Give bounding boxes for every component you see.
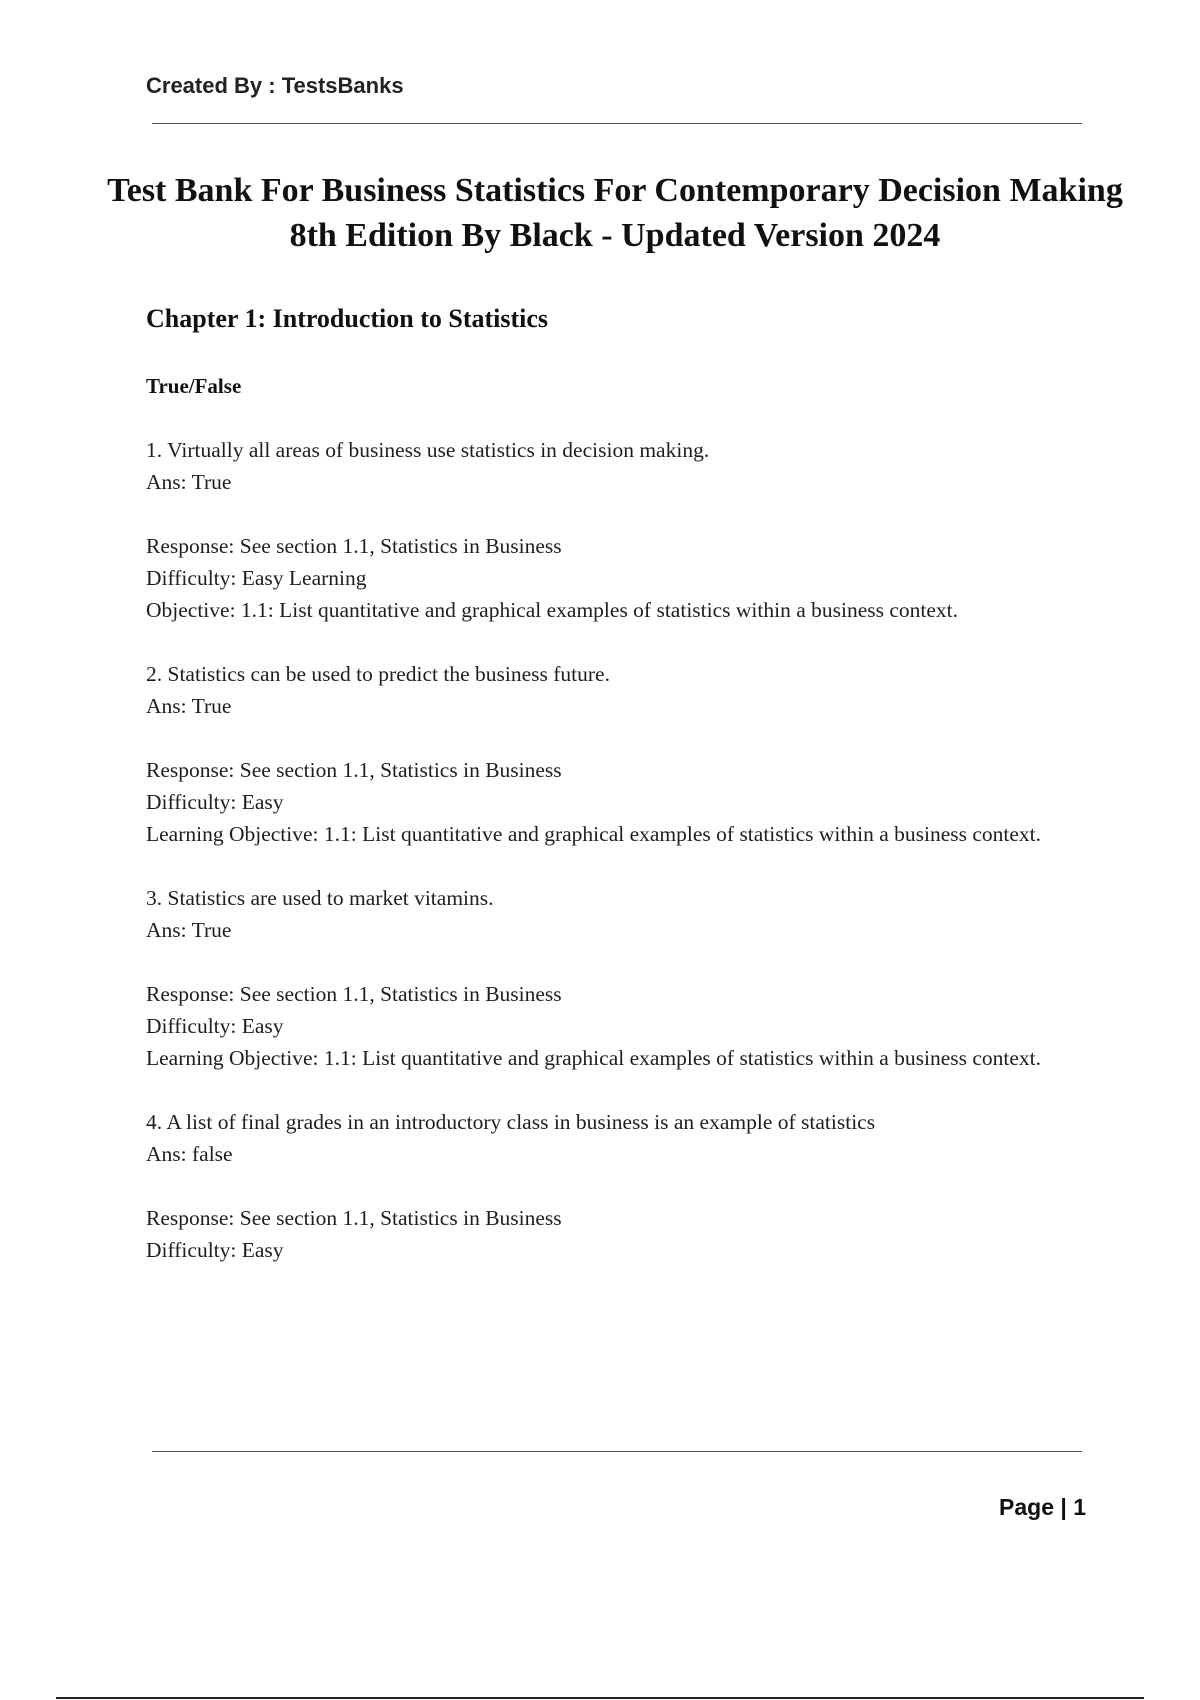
created-by-header: Created By : TestsBanks bbox=[146, 73, 404, 98]
chapter-heading: Chapter 1: Introduction to Statistics bbox=[146, 304, 549, 333]
answer-text: Ans: True bbox=[146, 918, 232, 942]
document-title: Test Bank For Business Statistics For Contemporary Decision Making 8th Edition By Black - Updated Version 2024 bbox=[107, 172, 1123, 254]
question-block-4 bbox=[146, 1106, 1086, 1266]
footer-divider bbox=[152, 1451, 1082, 1452]
question-block-3 bbox=[146, 882, 1086, 1074]
difficulty-text: Difficulty: Easy bbox=[146, 1238, 284, 1262]
difficulty-text: Difficulty: Easy bbox=[146, 1014, 284, 1038]
question-text: 4. A list of final grades in an introductory class in business is an example of statistics bbox=[146, 1110, 876, 1134]
page-edge-divider bbox=[56, 1697, 1144, 1699]
page-number: Page | 1 bbox=[999, 1494, 1086, 1520]
question-list bbox=[146, 434, 1086, 1266]
objective-text: Objective: 1.1: List quantitative and graphical examples of statistics within a business context. bbox=[146, 598, 959, 622]
answer-text: Ans: True bbox=[146, 470, 232, 494]
question-text: 2. Statistics can be used to predict the business future. bbox=[146, 662, 610, 686]
section-heading: True/False bbox=[146, 374, 242, 398]
objective-text: Learning Objective: 1.1: List quantitative and graphical examples of statistics within a business context. bbox=[146, 1046, 1042, 1070]
response-text: Response: See section 1.1, Statistics in Business bbox=[146, 758, 562, 782]
response-text: Response: See section 1.1, Statistics in Business bbox=[146, 534, 562, 558]
response-text: Response: See section 1.1, Statistics in Business bbox=[146, 1206, 562, 1230]
question-block-1 bbox=[146, 434, 1086, 626]
difficulty-text: Difficulty: Easy Learning bbox=[146, 566, 367, 590]
objective-text: Learning Objective: 1.1: List quantitative and graphical examples of statistics within a business context. bbox=[146, 822, 1042, 846]
question-block-2 bbox=[146, 658, 1086, 850]
question-text: 3. Statistics are used to market vitamins. bbox=[146, 886, 494, 910]
response-text: Response: See section 1.1, Statistics in Business bbox=[146, 982, 562, 1006]
answer-text: Ans: True bbox=[146, 694, 232, 718]
header-divider bbox=[152, 123, 1082, 124]
question-text: 1. Virtually all areas of business use statistics in decision making. bbox=[146, 438, 710, 462]
difficulty-text: Difficulty: Easy bbox=[146, 790, 284, 814]
answer-text: Ans: false bbox=[146, 1142, 233, 1166]
